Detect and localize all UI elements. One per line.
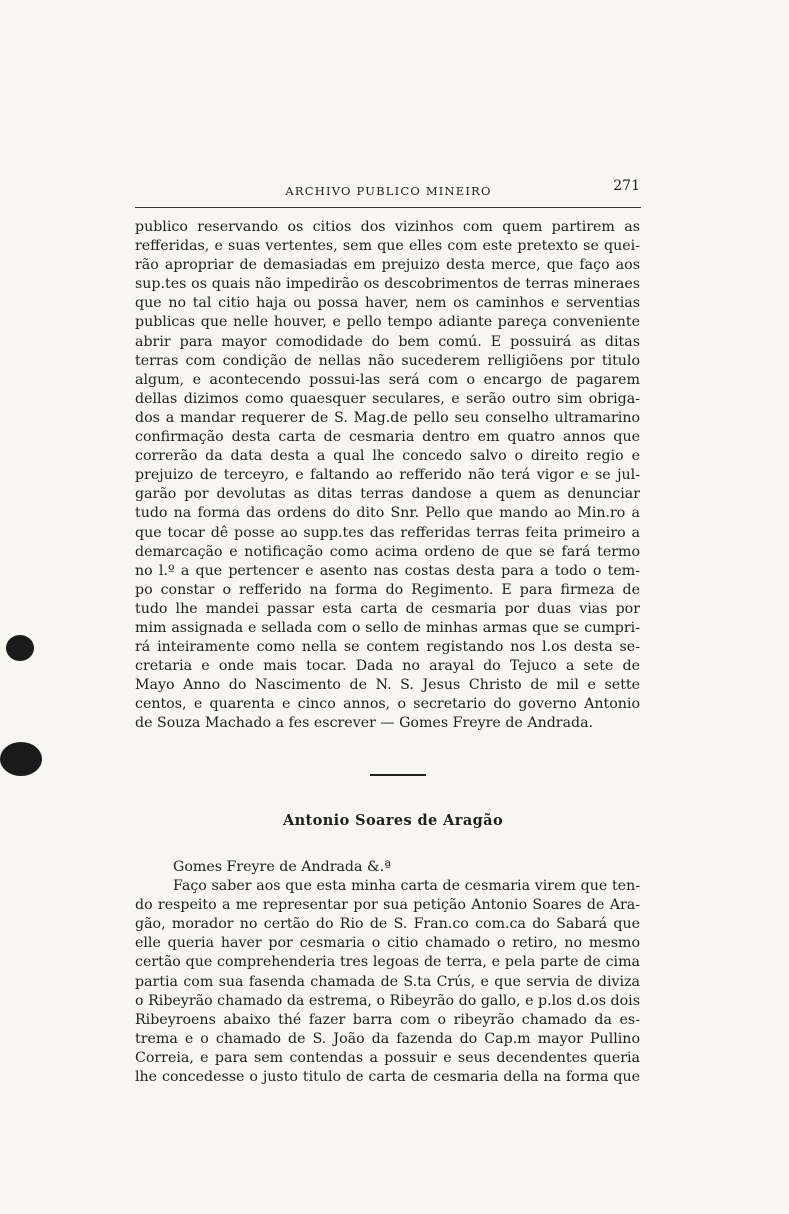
text-line: publicas que nelle houver, e pello tempo adiante pareça conveniente	[135, 314, 640, 331]
text-line: abrir para mayor comodidade do bem comú. E possuirá as ditas	[135, 333, 640, 350]
text-line: refferidas, e suas vertentes, sem que elles com este pretexto se quei-	[135, 238, 640, 255]
text-line: algum, e acontecendo possui-las será com o encargo de pagarem	[135, 371, 640, 388]
text-line: tudo na forma das ordens do dito Snr. Pello que mando ao Min.ro a	[135, 505, 640, 522]
text-line: Gomes Freyre de Andrada &.ª	[173, 859, 391, 875]
text-line: prejuizo de terceyro, e faltando ao refferido não terá vigor e se jul-	[135, 467, 640, 484]
section-title: Antonio Soares de Aragão	[282, 812, 504, 829]
text-line: do respeito a me representar por sua petição Antonio Soares de Ara-	[135, 897, 640, 914]
text-line: rá inteiramente como nella se contem registando nos l.os desta se-	[135, 639, 640, 656]
text-line: no l.º a que pertencer e asento nas costas desta para a todo o tem-	[135, 562, 640, 579]
text-line: dos a mandar requerer de S. Mag.de pello seu conselho ultramarino	[135, 409, 640, 426]
text-line: demarcação e notificação como acima ordeno de que se fará termo	[135, 543, 640, 560]
section-separator	[370, 774, 426, 776]
margin-ink-blot	[0, 742, 42, 776]
page-number: 271	[613, 178, 640, 194]
text-line: terras com condição de nellas não sucederem relligiõens por titulo	[135, 352, 640, 369]
text-line: po constar o refferido na forma do Regimento. E para firmeza de	[135, 581, 640, 598]
text-line: Ribeyroens abaixo thé fazer barra com o ribeyrão chamado da es-	[135, 1011, 640, 1028]
text-line: elle queria haver por cesmaria o citio chamado o retiro, no mesmo	[135, 935, 640, 952]
header-rule	[135, 207, 641, 208]
text-line: garão por devolutas as ditas terras dandose a quem as denunciar	[135, 486, 640, 503]
text-line: o Ribeyrão chamado da estrema, o Ribeyrão do gallo, e p.los d.os dois	[135, 992, 640, 1009]
text-block-part1	[135, 218, 640, 734]
text-line: dellas dizimos como quaesquer seculares, e serão outro sim obriga-	[135, 390, 640, 407]
text-line: certão que comprehenderia tres legoas de terra, e pela parte de cima	[135, 954, 640, 971]
text-line: Faço saber aos que esta minha carta de cesmaria virem que ten-	[173, 878, 640, 895]
running-title: ARCHIVO PUBLICO MINEIRO	[285, 184, 492, 198]
text-line: que tocar dê posse ao supp.tes das refferidas terras feita primeiro a	[135, 524, 640, 541]
text-line: Correia, e para sem contendas a possuir e seus decendentes queria	[135, 1049, 640, 1066]
text-line: partia com sua fasenda chamada de S.ta Crús, e que servia de diviza	[135, 973, 640, 990]
text-line: rão apropriar de demasiadas em prejuizo desta merce, que faço aos	[135, 257, 640, 274]
text-line: publico reservando os citios dos vizinhos com quem partirem as	[135, 219, 640, 235]
text-line: de Souza Machado a fes escrever — Gomes Freyre de Andrada.	[135, 715, 594, 732]
text-line: que no tal citio haja ou possa haver, nem os caminhos e serventias	[135, 295, 640, 312]
text-line: tudo lhe mandei passar esta carta de cesmaria por duas vias por	[135, 600, 640, 617]
text-line: lhe concedesse o justo titulo de carta de cesmaria della na forma que	[135, 1069, 640, 1086]
text-block-part2	[135, 858, 640, 1087]
page-header	[135, 178, 642, 206]
text-line: cretaria e onde mais tocar. Dada no arayal do Tejuco a sete de	[135, 658, 640, 675]
text-line: Mayo Anno do Nascimento de N. S. Jesus Christo de mil e sette	[135, 677, 640, 694]
text-line: mim assignada e sellada com o sello de minhas armas que se cumpri-	[135, 619, 640, 636]
text-line: confirmação desta carta de cesmaria dentro em quatro annos que	[135, 429, 640, 446]
text-line: centos, e quarenta e cinco annos, o secretario do governo Antonio	[135, 696, 640, 713]
text-line: gão, morador no certão do Rio de S. Fran.co com.ca do Sabará que	[135, 916, 640, 933]
text-line: sup.tes os quais não impedirão os descobrimentos de terras mineraes	[135, 276, 640, 293]
text-line: correrão da data desta a qual lhe concedo salvo o direito regio e	[135, 448, 640, 465]
text-line: trema e o chamado de S. João da fazenda do Cap.m mayor Pullino	[135, 1030, 640, 1047]
margin-ink-blot	[6, 635, 34, 661]
